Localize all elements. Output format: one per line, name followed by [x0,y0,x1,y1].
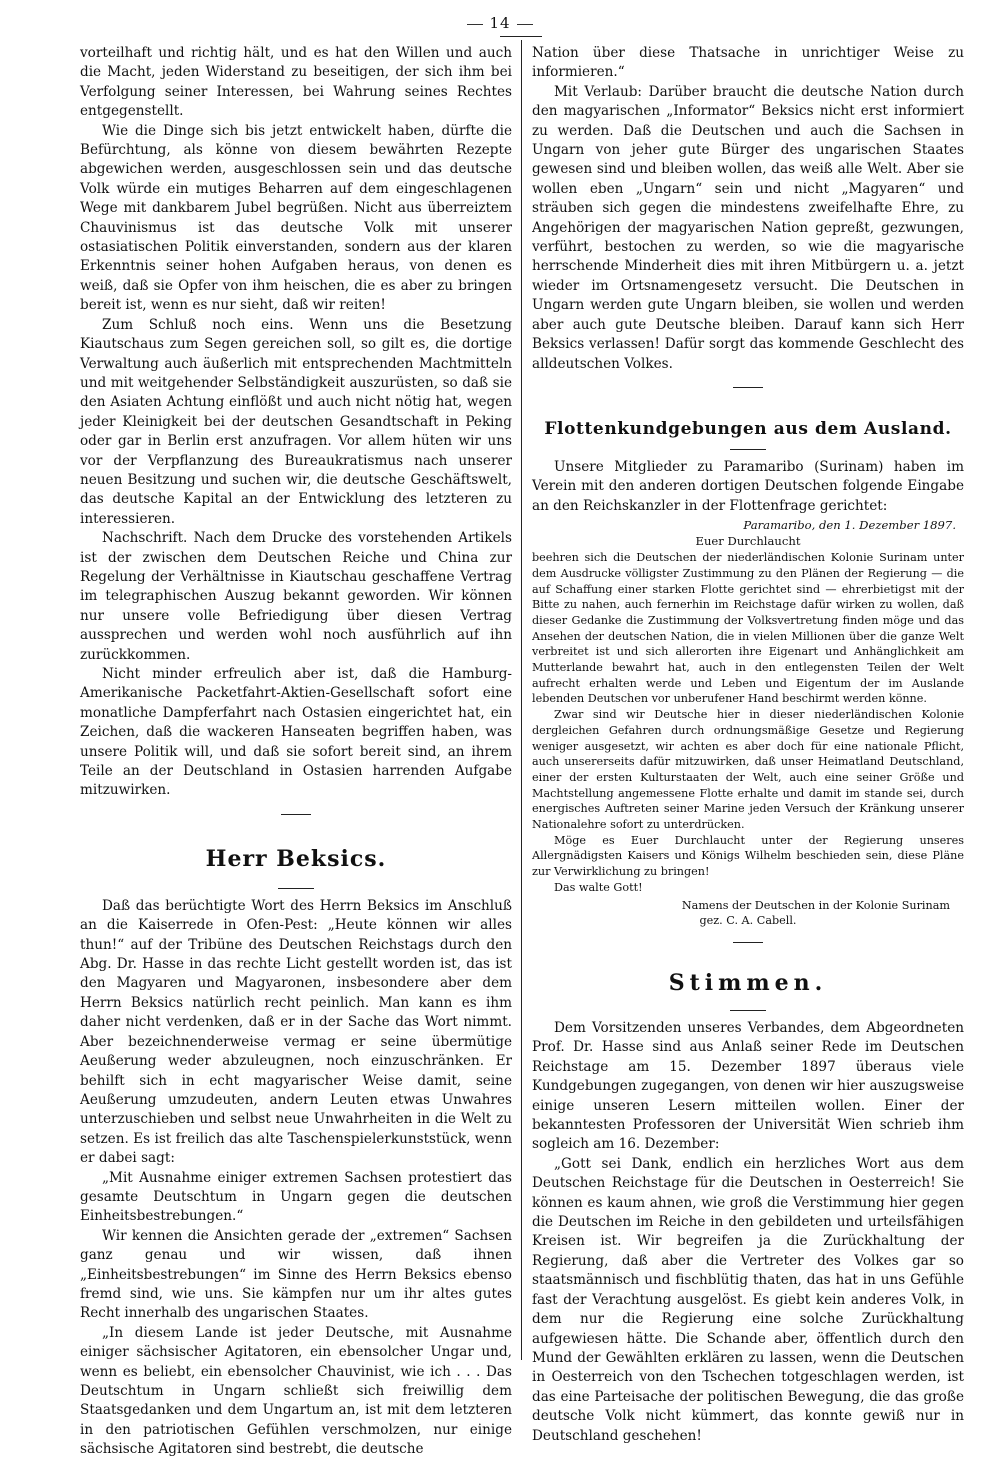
signature-name: gez. C. A. Cabell. [699,914,797,928]
beksics-paragraph: Wir kennen die Ansichten gerade der „extremen“ Sachsen ganz genau und wir wissen, daß ihnen „Einheitsbestrebungen“ im Sinne des Herrn Beksics ebenso fremd sind, wie uns. Sie kämpfen nur um ihr altes gutes Recht innerhalb des ungarischen Staates. [80,1227,512,1322]
letter-paragraph: Zwar sind wir Deutsche hier in dieser niederländischen Kolonie dergleichen Gefahren durch ordnungsmäßige Gesetze und Regierung weniger ausgesetzt, wir achten es aber doch für eine nationale Pflicht, auch unsererseits dafür mitzuwirken, daß unser Heimatland Deutschland, einer der ersten Kulturstaaten der Welt, auch eine seiner Größe und Machtstellung angemessene Flotte erhalte und damit im stande sei, durch energisches Auftreten seiner Marine jeden Versuch der Kränkung unserer Nationalehre sofort zu unterdrücken. [532,708,964,832]
heading-rule [730,449,766,450]
heading-rule [278,888,314,889]
heading-herr-beksics: Herr Beksics. [205,845,387,872]
letter-dateline: Paramaribo, den 1. Dezember 1897. [743,518,956,533]
letter-signature [532,898,964,929]
section-separator [532,939,964,948]
beksics-quote-continuation: Nation über diese Thatsache in unrichtiger Weise zu informieren.“ [532,45,964,81]
beksics-paragraph: Mit Verlaub: Darüber braucht die deutsche Nation durch den magyarischen „Informator“ Beksics nicht erst informiert zu werden. Daß die Deutschen und auch die Sachsen in Ungarn von jeher gute Bürger des ungarischen Staates gewesen sind und bleiben wollen, das weiß alle Welt. Aber sie wollen eben „Ungarn“ sein und nicht „Magyaren“ und sträuben sich gegen die mindestens zweifelhafte Ehre, zu Angehörigen der magyarischen Nation gepreßt, gezwungen, verführt, bestochen zu werden, so wie die magyarische herrschende Minderheit dies mit ihren Mitbürgern u. a. jetzt wieder im Ortsnamengesetz versucht. Die Deutschen in Ungarn werden gute Ungarn bleiben, sie wollen und werden aber auch gute Deutsche bleiben. Darauf kann sich Herr Beksics verlassen! Dafür sorgt das kommende Geschlecht des alldeutschen Volkes. [532,83,964,372]
letter-closing: Das walte Gott! [554,880,643,894]
stimmen-paragraph: Dem Vorsitzenden unseres Verbandes, dem Abgeordneten Prof. Dr. Hasse sind aus Anlaß seiner Rede im Deutschen Reichstage am 15. Dezember 1897 überaus viele Kundgebungen zugegangen, von denen wir hier auszugsweise einige unseren Lesern mitteilen wollen. Einer der bekanntesten Professoren der Universität Wien schrieb ihm sogleich am 16. Dezember: [532,1020,964,1153]
right-column [532,44,964,1446]
heading-stimmen: Stimmen. [668,970,828,996]
flotte-intro-paragraph: Unsere Mitglieder zu Paramaribo (Surinam) haben im Verein mit den anderen dortigen Deutschen folgende Eingabe an den Reichskanzler in der Flottenfrage gerichtet: [532,458,964,514]
column-divider [521,40,522,1360]
article-paragraph: Wie die Dinge sich bis jetzt entwickelt haben, dürfte die Befürchtung, als könne von diesem bewährten Rezepte abgewichen werden, ausgeschlossen sein und das deutsche Volk würde ein mutiges Beharren auf dem eingeschlagenen Wege mit dankbarem Jubel begrüßen. Nicht aus überreiztem Chauvinismus ist das deutsche Volk mit unserer ostasiatischen Politik einverstanden, sondern aus der klaren Erkenntnis seiner hohen Aufgaben heraus, von denen es weiß, daß sie Opfer von ihm heischen, die es aber zu bringen bereit ist, wenn es nur sieht, daß wir reiten! [80,122,512,314]
article-paragraph: Nicht minder erfreulich aber ist, daß die Hamburg-Amerikanische Packetfahrt-Aktien-Gesellschaft sofort eine monatliche Dampferfahrt nach Ostasien eingerichtet hat, ein Zeichen, daß die wackeren Hanseaten begriffen haben, was unsere Politik will, und daß sie sofort bereit sind, an ihrem Teile an der Deutschland in Ostasien harrenden Aufgabe mitzuwirken. [80,666,512,799]
beksics-quote: „Mit Ausnahme einiger extremen Sachsen protestiert das gesamte Deutschtum in Ungarn gegen die deutschen Einheitsbestrebungen.“ [80,1169,512,1225]
signature-line: Namens der Deutschen in der Kolonie Surinam [681,898,950,912]
letter-paragraph: beehren sich die Deutschen der niederländischen Kolonie Surinam unter dem Ausdrucke völligster Zustimmung zu den Plänen der Regierung — die auf Schaffung einer starken Flotte gerichtet sind — ehrerbietigst mit der Bitte zu nahen, auch fernerhin im Reichstage dafür wirken zu wollen, daß dieser Gedanke die Zustimmung der Volksvertretung finden möge und das Ansehen der deutschen Nation, die in vielen Millionen über die ganze Welt verbreitet ist und sich allerorten ihre Eigenart und Anhänglichkeit am Mutterlande bewahrt hat, auch in den entlegensten Teilen der Welt aufrecht erhalten werde und Leben und Eigentum der im Auslande lebenden Deutschen vor unberufener Hand beschirmt werden könne. [532,551,964,706]
beksics-paragraph: Daß das berüchtigte Wort des Herrn Beksics im Anschluß an die Kaiserrede in Ofen-Pest: „Heute können wir alles thun!“ auf der Tribüne des Deutschen Reichstags durch den Abg. Dr. Hasse in das rechte Licht gestellt worden ist, das ist den Magyaren und Magyaronen, insbesondere aber dem Herrn Beksics natürlich recht peinlich. Man kann es ihm daher nicht verdenken, daß er in der Sache das Wort nimmt. Aber bezeichnenderweise vermag er seine übermütige Aeußerung weder abzuleugnen, noch einzuschränken. Er behilft sich in echt magyarischer Weise damit, seine Aeußerung umzudeuten, andern Leuten etwas Unwahres unterzuschieben und selbst neue Unwahrheiten in die Welt zu setzen. Es ist freilich das alte Taschenspielerkunststück, wenn er dabei sagt: [80,897,512,1167]
heading-flottenkundgebungen: Flottenkundgebungen aus dem Ausland. [544,418,952,439]
left-column [80,44,512,1460]
section-separator [532,384,964,393]
postscript-paragraph: Nachschrift. Nach dem Drucke des vorstehenden Artikels ist der zwischen dem Deutschen Reiche und China zur Regelung der Verhältnisse in Kiautschau geschaffene Vertrag im telegraphischen Auszug bekannt geworden. Wir können nur unsere volle Befriedigung über diesen Vertrag aussprechen und werden wohl noch ausführlich auf ihn zurückkommen. [80,530,512,663]
stimmen-quote: „Gott sei Dank, endlich ein herzliches Wort aus dem Deutschen Reichstage für die Deutschen in Oesterreich! Sie können es kaum ahnen, wie groß die Verstimmung hier gegen die Deutschen im Reiche in den gebildeten und urteilsfähigen Kreisen ist. Wir begreifen ja die Zurückhaltung der Regierung, daß aber die Vertreter des Volkes gar so staatsmännisch und fischblütig thaten, das hat in uns Gefühle fast der Verachtung ausgelöst. Es giebt kein anderes Volk, in dem nur die Regierung eine solche Zurückhaltung aufgewiesen hätte. Die Schande aber, öffentlich durch den Mund der Gewählten erklären zu lassen, wenn die Deutschen in Oesterreich von den Tschechen totgeschlagen werden, ist das eine Parteisache der politischen Bewegung, die das große deutsche Volk nicht kümmert, das konnte gewiß nur in Deutschland geschehen! [532,1155,964,1444]
letter-paragraph: Möge es Euer Durchlaucht unter der Regierung unseres Allergnädigsten Kaisers und Königs Wilhelm beschieden sein, diese Pläne zur Verwirklichung zu bringen! [532,833,964,879]
header-rule [500,36,542,37]
heading-rule [730,1010,766,1011]
section-separator [80,811,512,820]
page-number: 14 [0,14,1000,32]
beksics-quote: „In diesem Lande ist jeder Deutsche, mit Ausnahme einiger sächsischer Agitatoren, ein ebensolcher Ungar und, wenn es beliebt, ein ebensolcher Chauvinist, wie ich . . . Das Deutschtum in Ungarn schließt sich freiwillig dem Staatsgedanken und dem Ungartum an, ist mit dem letzteren in den patriotischen Gefühlen verschmolzen, nur einige sächsische Agitatoren sind bestrebt, die deutsche [80,1324,512,1458]
article-paragraph: Zum Schluß noch eins. Wenn uns die Besetzung Kiautschaus zum Segen gereichen soll, so gilt es, die dortige Verwaltung auch äußerlich mit entsprechenden Machtmitteln und mit weitgehender Selbständigkeit auszurüsten, so daß sie den Asiaten Achtung einflößt und auch nicht nötig hat, wegen jeder Kleinigkeit bei der deutschen Gesandtschaft in Peking oder gar in Berlin erst anzufragen. Vor allem hüten wir uns vor der Verpflanzung des Bureaukratismus nach unserer neuen Besitzung und suchen wir, die deutsche Geschäftswelt, das deutsche Kapital an der Entwicklung des letzteren zu interessieren. [80,316,512,527]
article-continuation-paragraph: vorteilhaft und richtig hält, und es hat den Willen und auch die Macht, jeden Widerstand zu beseitigen, der sich ihm bei Verfolgung seiner Interessen, bei Wahrung seines Rechtes entgegenstellt. [80,45,512,120]
letter-salutation: Euer Durchlaucht [695,534,801,549]
